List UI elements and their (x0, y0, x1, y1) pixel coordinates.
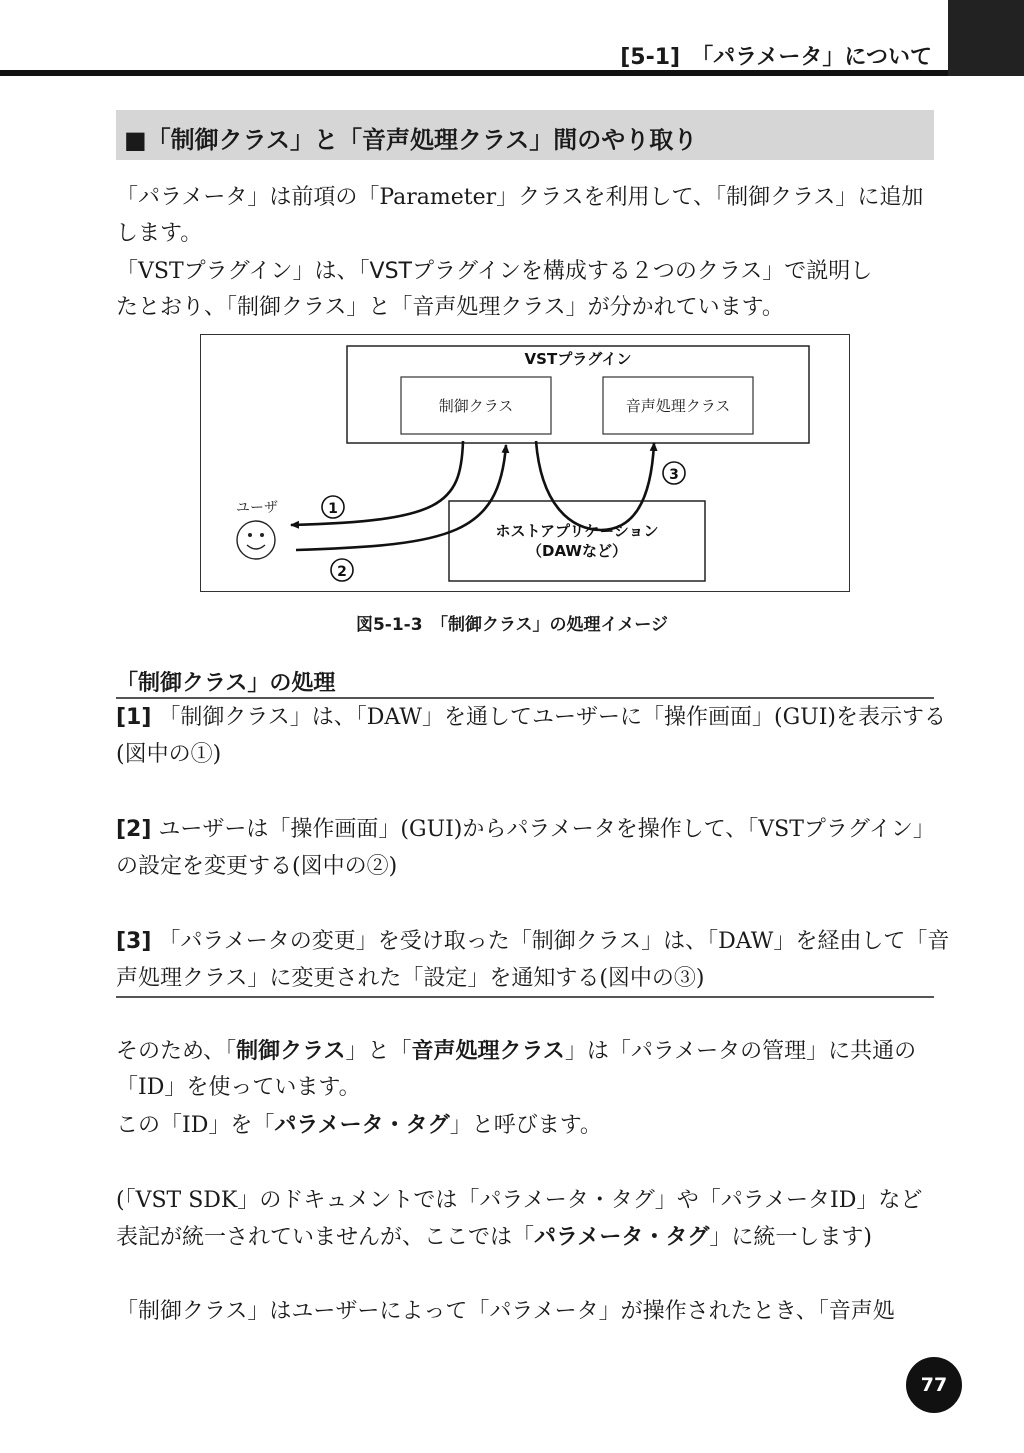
process-item-3-line-2: 声処理クラス」に変更された「設定」を通知する(図中の③) (116, 966, 705, 991)
section-reference: 「VSTプラグインを構成する２つのクラス」 (358, 259, 785, 284)
process-item-2-line-2: の設定を変更する(図中の②) (116, 854, 398, 879)
page-number-badge: 77 (906, 1357, 962, 1413)
user-label: ユーザ (236, 500, 278, 516)
body-paragraph-3-line-1 (116, 1034, 916, 1070)
body-paragraph-5-line-2 (116, 1220, 872, 1256)
figure-5-1-3 (200, 334, 850, 592)
body-text: この「ID」を「 (116, 1113, 275, 1138)
svg-text:1: 1 (328, 501, 338, 517)
intro-paragraph-1-line-2: します。 (116, 221, 203, 246)
intro-paragraph-2-line-1 (116, 254, 872, 290)
process-item-2-line-1 (116, 812, 935, 848)
step-1-marker (322, 496, 344, 518)
intro-text: で説明し (784, 259, 873, 284)
svg-text:2: 2 (337, 564, 347, 580)
body-text: 」と「 (345, 1039, 412, 1064)
arrow-step-1 (291, 441, 463, 525)
section-heading: ■「制御クラス」と「音声処理クラス」間のやり取り (124, 126, 698, 154)
item-number: [1] (116, 705, 152, 730)
item-number: [2] (116, 817, 152, 842)
body-paragraph-3-line-2: 「ID」を使っています。 (116, 1075, 361, 1100)
intro-paragraph-2-line-2: たとおり、「制御クラス」と「音声処理クラス」が分かれています。 (116, 295, 784, 320)
intro-text: 「VSTプラグイン」は、 (116, 259, 359, 284)
body-text: 」は「パラメータの管理」に共通の (564, 1039, 917, 1064)
process-top-rule (116, 697, 934, 699)
item-text: 「制御クラス」は、「DAW」を通してユーザーに「操作画面」(GUI)を表示する (158, 705, 946, 730)
host-application-sublabel: （DAWなど） (527, 542, 627, 560)
emphasis-audio-class: 音声処理クラス (411, 1039, 565, 1064)
vst-plugin-label: VSTプラグイン (524, 350, 632, 368)
body-paragraph-4 (116, 1108, 602, 1144)
item-text: 「パラメータの変更」を受け取った「制御クラス」は、「DAW」を経由して「音 (158, 929, 950, 954)
audio-class-label: 音声処理クラス (625, 397, 731, 415)
body-paragraph-5-line-1: (「VST SDK」のドキュメントでは「パラメータ・タグ」や「パラメータID」など (116, 1188, 923, 1213)
emphasis-control-class: 制御クラス (236, 1039, 346, 1064)
figure-caption: 図5-1-3 「制御クラス」の処理イメージ (355, 615, 669, 635)
emphasis-parameter-tag: パラメータ・タグ (534, 1225, 710, 1250)
item-text: ユーザーは「操作画面」(GUI)からパラメータを操作して、「VSTプラグイン」 (158, 817, 935, 842)
user-smiley-icon (237, 521, 275, 559)
step-3-marker (663, 462, 685, 484)
process-item-1-line-2: (図中の①) (116, 742, 222, 767)
process-item-3-line-1 (116, 924, 949, 960)
body-paragraph-6-line-1: 「制御クラス」はユーザーによって「パラメータ」が操作されたとき、「音声処 (116, 1299, 895, 1324)
process-item-1-line-1 (116, 700, 946, 736)
step-2-marker (331, 559, 353, 581)
process-bottom-rule (116, 996, 934, 998)
header-corner-block (948, 0, 1024, 76)
body-text: 」と呼びます。 (449, 1113, 602, 1138)
body-text: 表記が統一されていませんが、ここでは「 (116, 1225, 535, 1250)
emphasis-parameter-tag: パラメータ・タグ (274, 1113, 450, 1138)
body-text: 」に統一します) (709, 1225, 872, 1250)
control-class-label: 制御クラス (438, 397, 514, 415)
body-text: そのため、「 (116, 1039, 237, 1064)
process-heading: 「制御クラス」の処理 (116, 671, 336, 696)
host-application-box (449, 501, 705, 581)
figure-diagram (201, 335, 851, 593)
svg-text:3: 3 (669, 467, 679, 483)
intro-paragraph-1-line-1: 「パラメータ」は前項の「Parameter」クラスを利用して、「制御クラス」に追加 (116, 185, 924, 210)
host-application-label: ホストアプリケーション (495, 522, 659, 540)
item-number: [3] (116, 929, 152, 954)
running-header-title: [5-1] 「パラメータ」について (620, 45, 932, 70)
